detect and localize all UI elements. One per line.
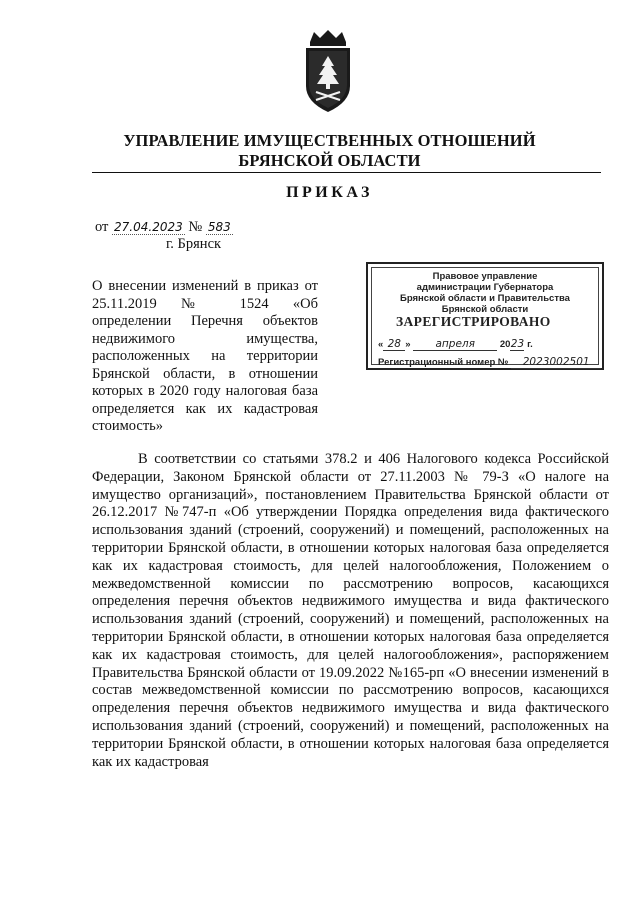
stamp-year-unit: г. (527, 339, 533, 350)
stamp-registered: ЗАРЕГИСТРИРОВАНО (396, 314, 551, 329)
header-divider (92, 172, 601, 173)
stamp-line4: Брянской области (441, 304, 529, 315)
stamp-reg-label: Регистрационный номер № (378, 357, 509, 368)
body-paragraph: В соответствии со статьями 378.2 и 406 Налогового кодекса Российской Федерации, Законом Брянской области от 27.11.2003 № 79-З «О налоге на имущество организаций», постановлением Правительства Брянской области от 26.12.2017 №747-п «Об утверждении Порядка определения вида фактического использования зданий (строений, сооружений) и помещений, расположенных на территории Брянской области, в отношении которых налоговая база определяется как их кадастровая стоимость, для целей налогообложения, Положением о межведомственной комиссии по рассмотрению вопросов, касающихся определения перечня объектов недвижимого имущества и вида фактического использования зданий (строений, сооружений) и помещений, расположенных на территории Брянской области, в отношении которых налоговая база определяется как их кадастровая стоимость, для целей налогообложения», распоряжением Правительства Брянской области от 19.09.2022 №165-рп «О внесении изменений в состав межведомственной комиссии по рассмотрению вопросов, касающихся определения перечня объектов недвижимого имущества и вида фактического использования зданий (строений, сооружений) и помещений, расположенных на территории Брянской области, в отношении которых налоговая база определяется как их кадастровая (92, 451, 609, 770)
registration-stamp (366, 262, 604, 370)
stamp-day: 28 (383, 338, 405, 351)
order-date: 27.04.2023 (114, 220, 183, 234)
document-type: ПРИКАЗ (286, 184, 373, 201)
bryansk-coat-of-arms-emblem (298, 28, 358, 116)
city: г. Брянск (166, 236, 222, 252)
stamp-line1: Правовое управление (432, 271, 538, 282)
stamp-date-row: « 28 » апреля 2023 г. (378, 338, 533, 350)
stamp-month: апреля (413, 338, 497, 351)
date-prefix: от (95, 219, 109, 235)
number-prefix: № (188, 219, 203, 235)
organization-title-line2: БРЯНСКОЙ ОБЛАСТИ (238, 151, 421, 170)
order-number: 583 (207, 220, 231, 234)
order-subject: О внесении изменений в приказ от 25.11.2019 № 1524 «Об определении Перечня объектов недвижимого имущества, расположенных на территории Брянской области, в отношении которых в 2020 году налоговая база определяется как их кадастровая стоимость» (92, 278, 318, 434)
order-date-number (95, 218, 233, 236)
stamp-inner-frame (371, 267, 599, 368)
stamp-year-suffix: 23 (510, 338, 525, 350)
organization-title (60, 131, 599, 171)
organization-title-line1: УПРАВЛЕНИЕ ИМУЩЕСТВЕННЫХ ОТНОШЕНИЙ (123, 131, 536, 150)
stamp-line3: Брянской области и Правительства (400, 293, 570, 304)
stamp-year-prefix: 20 (499, 339, 511, 350)
stamp-reg-number: 2023002501 (511, 356, 601, 369)
stamp-reg-row (378, 356, 592, 369)
stamp-line2: администрации Губернатора (416, 282, 554, 293)
